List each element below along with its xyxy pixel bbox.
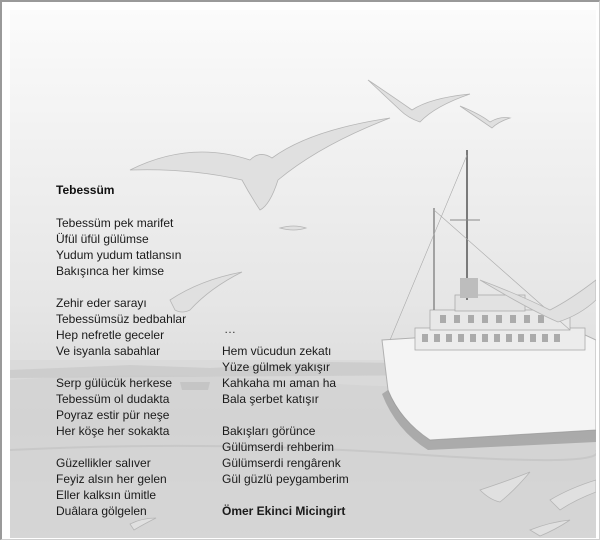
- background-photo: [10, 10, 596, 538]
- poem-line: Bakışınca her kimse: [56, 264, 165, 278]
- poem-line: Gül güzlü peygamberim: [222, 472, 349, 486]
- poem-line: Serp gülücük herkese: [56, 376, 173, 390]
- poem-line: Gülümserdi rehberim: [222, 440, 335, 454]
- poem-line: Duâlara gölgelen: [56, 504, 147, 518]
- poem-right-column: [222, 343, 349, 519]
- poem-line: Kahkaha mı aman ha: [222, 376, 337, 390]
- poem-left-column: [56, 215, 186, 519]
- poem-line: Zehir eder sarayı: [56, 296, 147, 310]
- poem-line: Hem vücudun zekatı: [222, 344, 332, 358]
- poem-line: Üfül üfül gülümse: [56, 232, 149, 246]
- stanza-break: [222, 407, 349, 423]
- poem-line: Yudum yudum tatlansın: [56, 248, 182, 262]
- poem-title: Tebessüm: [56, 183, 115, 197]
- stanza-break: [222, 487, 349, 503]
- poem-ellipsis: …: [224, 322, 236, 336]
- poem-author: Ömer Ekinci Micingirt: [222, 504, 346, 518]
- poem-line: Yüze gülmek yakışır: [222, 360, 331, 374]
- poem-line: Ve isyanla sabahlar: [56, 344, 161, 358]
- poem-line: Güzellikler salıver: [56, 456, 151, 470]
- poem-line: Tebessüm ol dudakta: [56, 392, 170, 406]
- stanza-break: [56, 279, 186, 295]
- poem-line: Gülümserdi rengârenk: [222, 456, 341, 470]
- poem-line: Feyiz alsın her gelen: [56, 472, 167, 486]
- stanza-break: [56, 439, 186, 455]
- stanza-break: [56, 359, 186, 375]
- poem-line: Bakışları görünce: [222, 424, 316, 438]
- poem-line: Hep nefretle geceler: [56, 328, 165, 342]
- poem-line: Bala şerbet katışır: [222, 392, 319, 406]
- poem-line: Tebessüm pek marifet: [56, 216, 174, 230]
- poem-line: Tebessümsüz bedbahlar: [56, 312, 187, 326]
- poem-line: Eller kalksın ümitle: [56, 488, 157, 502]
- poem-line: Her köşe her sokakta: [56, 424, 170, 438]
- poem-line: Poyraz estir pür neşe: [56, 408, 170, 422]
